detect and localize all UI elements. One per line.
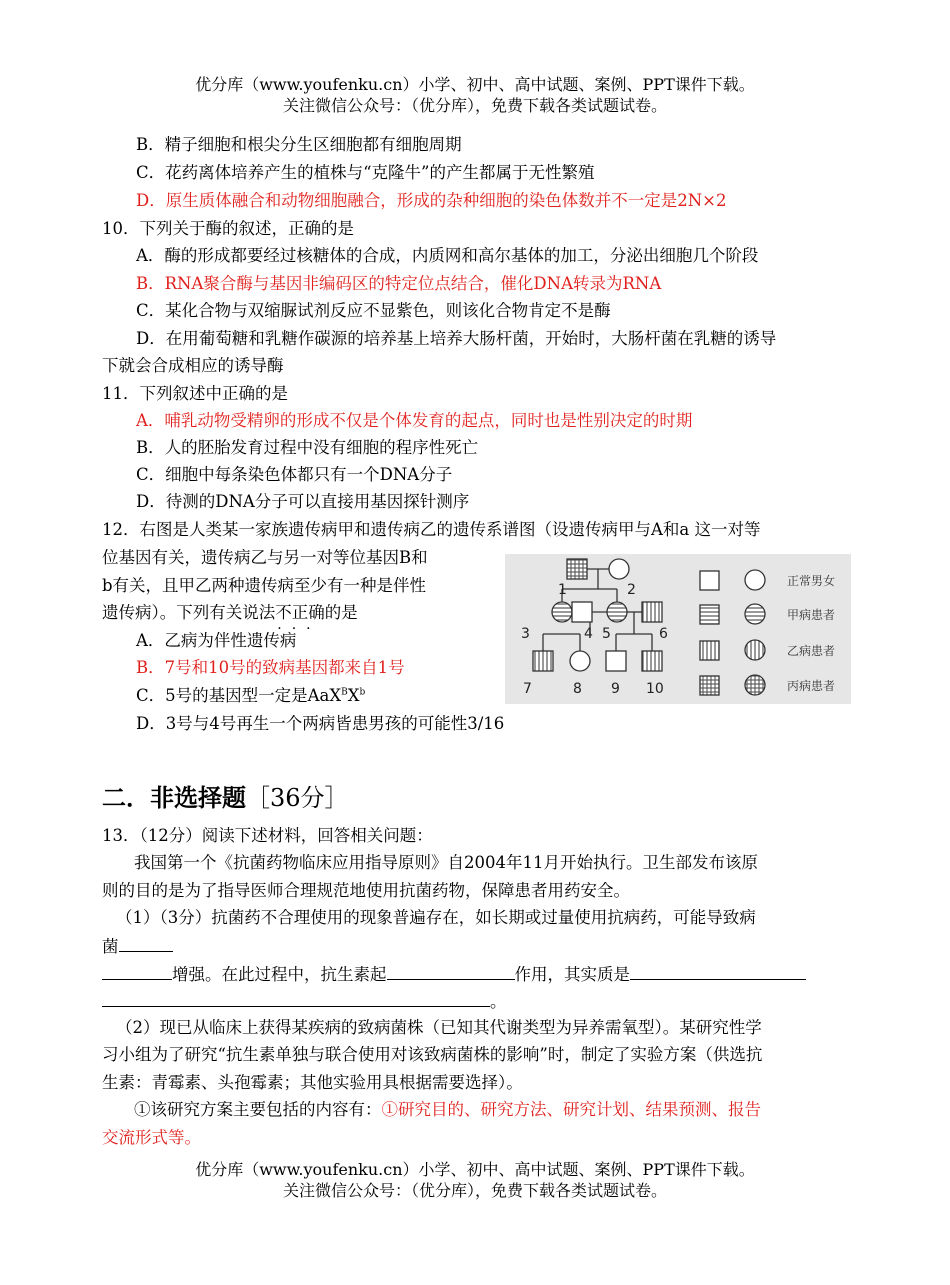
page-footer-line-1: 优分库（www.youfenku.cn）小学、初中、高中试题、案例、PPT课件下载。: [195, 1160, 755, 1179]
label-5: 5: [602, 626, 611, 642]
individual-ii-left: [552, 602, 572, 622]
pedigree-chart: [505, 554, 851, 704]
q10-option-d-line1: D．在用葡萄糖和乳糖作碳源的培养基上培养大肠杆菌，开始时，大肠杆菌在乳糖的诱导: [136, 329, 777, 348]
section-2-title: 二．非选择题［36分］: [102, 784, 349, 812]
q10-option-b: B．RNA聚合酶与基因非编码区的特定位点结合，催化DNA转录为RNA: [136, 274, 662, 293]
label-8: 8: [573, 681, 582, 697]
q13-part1-line1: （1）（3分）抗菌药不合理使用的现象普遍存在，如长期或过量使用抗病药，可能导致病: [116, 908, 756, 927]
legend-disease-a: 甲病患者: [787, 608, 836, 622]
q13-part1-line2: 菌: [102, 933, 173, 959]
individual-9: [606, 651, 626, 671]
q12-option-d: D．3号与4号再生一个两病皆患男孩的可能性3/16: [136, 714, 505, 733]
q12-option-a: A．乙病为伴性遗传病: [136, 631, 297, 650]
individual-7: [533, 651, 553, 671]
q11-option-c: C．细胞中每条染色体都只有一个DNA分子: [136, 465, 453, 484]
q11-option-b: B．人的胚胎发育过程中没有细胞的程序性死亡: [136, 438, 479, 457]
q12-stem-line3: b有关，且甲乙两种遗传病至少有一种是伴性: [102, 576, 427, 595]
q11-option-a: A．哺乳动物受精卵的形成不仅是个体发育的起点，同时也是性别决定的时期: [136, 411, 693, 430]
q9-option-d: D．原生质体融合和动物细胞融合，形成的杂种细胞的染色体数并不一定是2N×2: [136, 191, 727, 210]
label-6: 6: [659, 626, 668, 642]
q13-para-line2: 则的目的是为了指导医师合理规范地使用抗菌药物，保障患者用药安全。: [102, 881, 630, 900]
q13-part2-line3: 生素：青霉素、头孢霉素；其他实验用具根据需要选择）。: [102, 1073, 523, 1092]
q13-para-line1: 我国第一个《抗菌药物临床应用指导原则》自2004年11月开始执行。卫生部发布该原: [134, 853, 758, 872]
label-9: 9: [611, 681, 620, 697]
label-4: 4: [584, 626, 593, 642]
q12-option-c: C．5号的基因型一定是$AaX^BX^b$: [136, 686, 366, 705]
label-7: 7: [523, 681, 532, 697]
q10-stem: 10．下列关于酶的叙述，正确的是: [102, 219, 354, 238]
legend-normal: 正常男女: [787, 574, 836, 588]
q13-part2-line1: （2）现已从临床上获得某疾病的致病菌株（已知其代谢类型为异养需氧型）。某研究性学: [116, 1018, 762, 1037]
individual-2: [609, 559, 629, 579]
q10-option-c: C．某化合物与双缩脲试剂反应不显紫色，则该化合物肯定不是酶: [136, 301, 611, 320]
individual-10: [642, 651, 662, 671]
emphasis-dots: ···: [277, 621, 321, 637]
q9-option-c: C．花药离体培养产生的植株与“克隆牛”的产生都属于无性繁殖: [136, 163, 595, 182]
q10-option-d-line2: 下就会合成相应的诱导酶: [102, 356, 284, 375]
individual-ii-right-husband: [642, 602, 662, 622]
answer-blank-2[interactable]: [102, 961, 172, 980]
q12-option-b: B．7号和10号的致病基因都来自1号: [136, 658, 405, 677]
answer-blank-1[interactable]: [119, 933, 173, 952]
answer-blank-3[interactable]: [387, 961, 515, 980]
q13-part3-line2: 交流形式等。: [102, 1128, 201, 1147]
q13-part3-line1: ①该研究方案主要包括的内容有：①研究目的、研究方法、研究计划、结果预测、报告: [134, 1100, 761, 1119]
q12-stem-line4: 遗传病）。下列有关说法不正确 ··· 的是: [102, 601, 358, 625]
page-header-line-1: 优分库（www.youfenku.cn）小学、初中、高中试题、案例、PPT课件下载。: [195, 75, 755, 94]
emphasis-not-correct: 不正确 ···: [275, 603, 325, 622]
q11-stem: 11．下列叙述中正确的是: [102, 384, 288, 403]
q9-option-b: B．精子细胞和根尖分生区细胞都有细胞周期: [136, 135, 462, 154]
pedigree-figure: [505, 554, 851, 704]
q13-stem: 13．（12分）阅读下述材料，回答相关问题：: [102, 826, 433, 845]
q13-part2-line2: 习小组为了研究“抗生素单独与联合使用对该致病菌株的影响”时，制定了实验方案（供选抗: [102, 1045, 763, 1064]
label-2: 2: [627, 582, 636, 598]
q13-part1-line4: 。: [102, 988, 507, 1014]
label-3: 3: [521, 626, 530, 642]
label-10: 10: [646, 681, 664, 697]
q13-part1-line3: 增强。在此过程中，抗生素起 作用，其实质是: [102, 961, 806, 987]
answer-blank-5[interactable]: [102, 988, 490, 1007]
q12-stem-line1: 12．右图是人类某一家族遗传病甲和遗传病乙的遗传系谱图（设遗传病甲与A和a 这一对等: [102, 520, 761, 539]
page-footer-line-2: 关注微信公众号：（优分库），免费下载各类试题试卷。: [282, 1181, 667, 1200]
page-header-line-2: 关注微信公众号：（优分库），免费下载各类试题试卷。: [282, 96, 667, 115]
individual-1: [567, 559, 587, 579]
individual-ii-husband: [572, 602, 592, 622]
answer-blank-4[interactable]: [630, 961, 806, 980]
q10-option-a: A．酶的形成都要经过核糖体的合成，内质网和高尔基体的加工，分泌出细胞几个阶段: [136, 246, 759, 265]
individual-ii-right: [607, 602, 627, 622]
q12-stem-line2: 位基因有关，遗传病乙与另一对等位基因B和: [102, 548, 428, 567]
legend-disease-c: 丙病患者: [787, 679, 836, 693]
q11-option-d: D．待测的DNA分子可以直接用基因探针测序: [136, 492, 470, 511]
individual-8: [570, 651, 590, 671]
legend-disease-b: 乙病患者: [787, 644, 836, 658]
label-1: 1: [558, 582, 567, 598]
